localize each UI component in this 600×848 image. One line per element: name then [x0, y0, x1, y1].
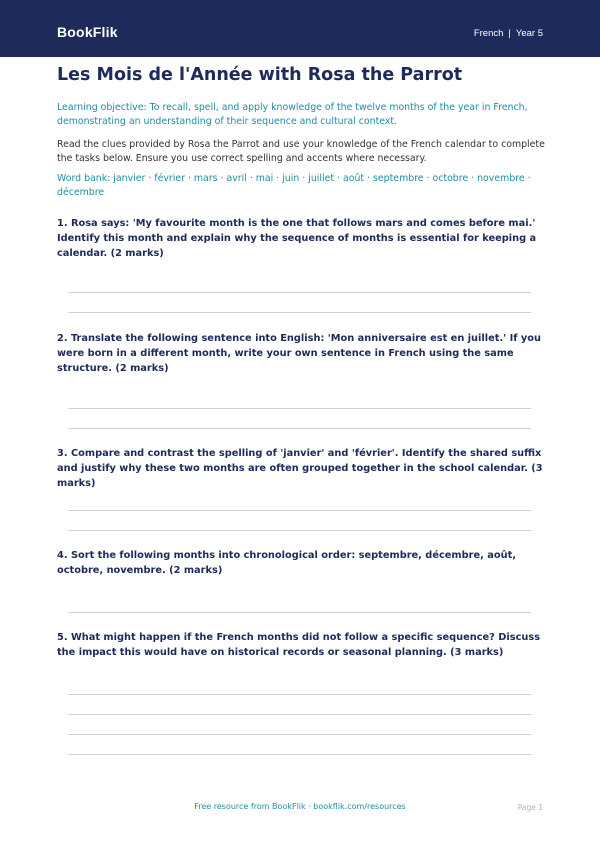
header-bar [0, 0, 600, 57]
word-bank: Word bank: janvier · février · mars · avril · mai · juin · juillet · août · septembre · octobre · novembre · décembre [57, 173, 531, 198]
question-5: 5. What might happen if the French months did not follow a specific sequence? Discuss the impact this would have on historical records or seasonal planning. (3 marks) [57, 632, 541, 658]
answer-line[interactable] [68, 408, 531, 409]
answer-line[interactable] [68, 694, 531, 695]
answer-line[interactable] [68, 612, 531, 613]
meta-separator: | [508, 28, 511, 39]
answer-line[interactable] [68, 754, 531, 755]
page-number: Page 1 [517, 803, 543, 812]
question-1: 1. Rosa says: 'My favourite month is the one that follows mars and comes before mai.' Identify this month and explain why the sequence of months is essential for keeping a calendar. (2 marks) [57, 218, 537, 259]
learning-objective: Learning objective: To recall, spell, and apply knowledge of the twelve months of the year in French, demonstrating an understanding of their sequence and cultural context. [57, 102, 528, 127]
page-title: Les Mois de l'Année with Rosa the Parrot [57, 65, 463, 85]
answer-line[interactable] [68, 734, 531, 735]
answer-line[interactable] [68, 714, 531, 715]
question-2: 2. Translate the following sentence into English: 'Mon anniversaire est en juillet.' If you were born in a different month, write your own sentence in French using the same structure. (2 marks) [57, 333, 541, 374]
answer-line[interactable] [68, 292, 531, 293]
year-label: Year 5 [515, 28, 543, 39]
brand-logo[interactable]: BookFlik [57, 24, 118, 40]
answer-line[interactable] [68, 510, 531, 511]
answer-line[interactable] [68, 312, 531, 313]
subject-year-label [474, 28, 543, 39]
instructions-text: Read the clues provided by Rosa the Parrot and use your knowledge of the French calendar to complete the tasks below. Ensure you use correct spelling and accents where necessary. [57, 139, 545, 164]
footer-resource-link[interactable]: Free resource from BookFlik · bookflik.com/resources [194, 802, 406, 811]
subject-label: French [473, 28, 504, 39]
answer-line[interactable] [68, 428, 531, 429]
question-4: 4. Sort the following months into chronological order: septembre, décembre, août, octobre, novembre. (2 marks) [57, 550, 516, 576]
answer-line[interactable] [68, 530, 531, 531]
question-3: 3. Compare and contrast the spelling of 'janvier' and 'février'. Identify the shared suffix and justify why these two months are often grouped together in the school calendar. (3 marks) [57, 448, 543, 489]
